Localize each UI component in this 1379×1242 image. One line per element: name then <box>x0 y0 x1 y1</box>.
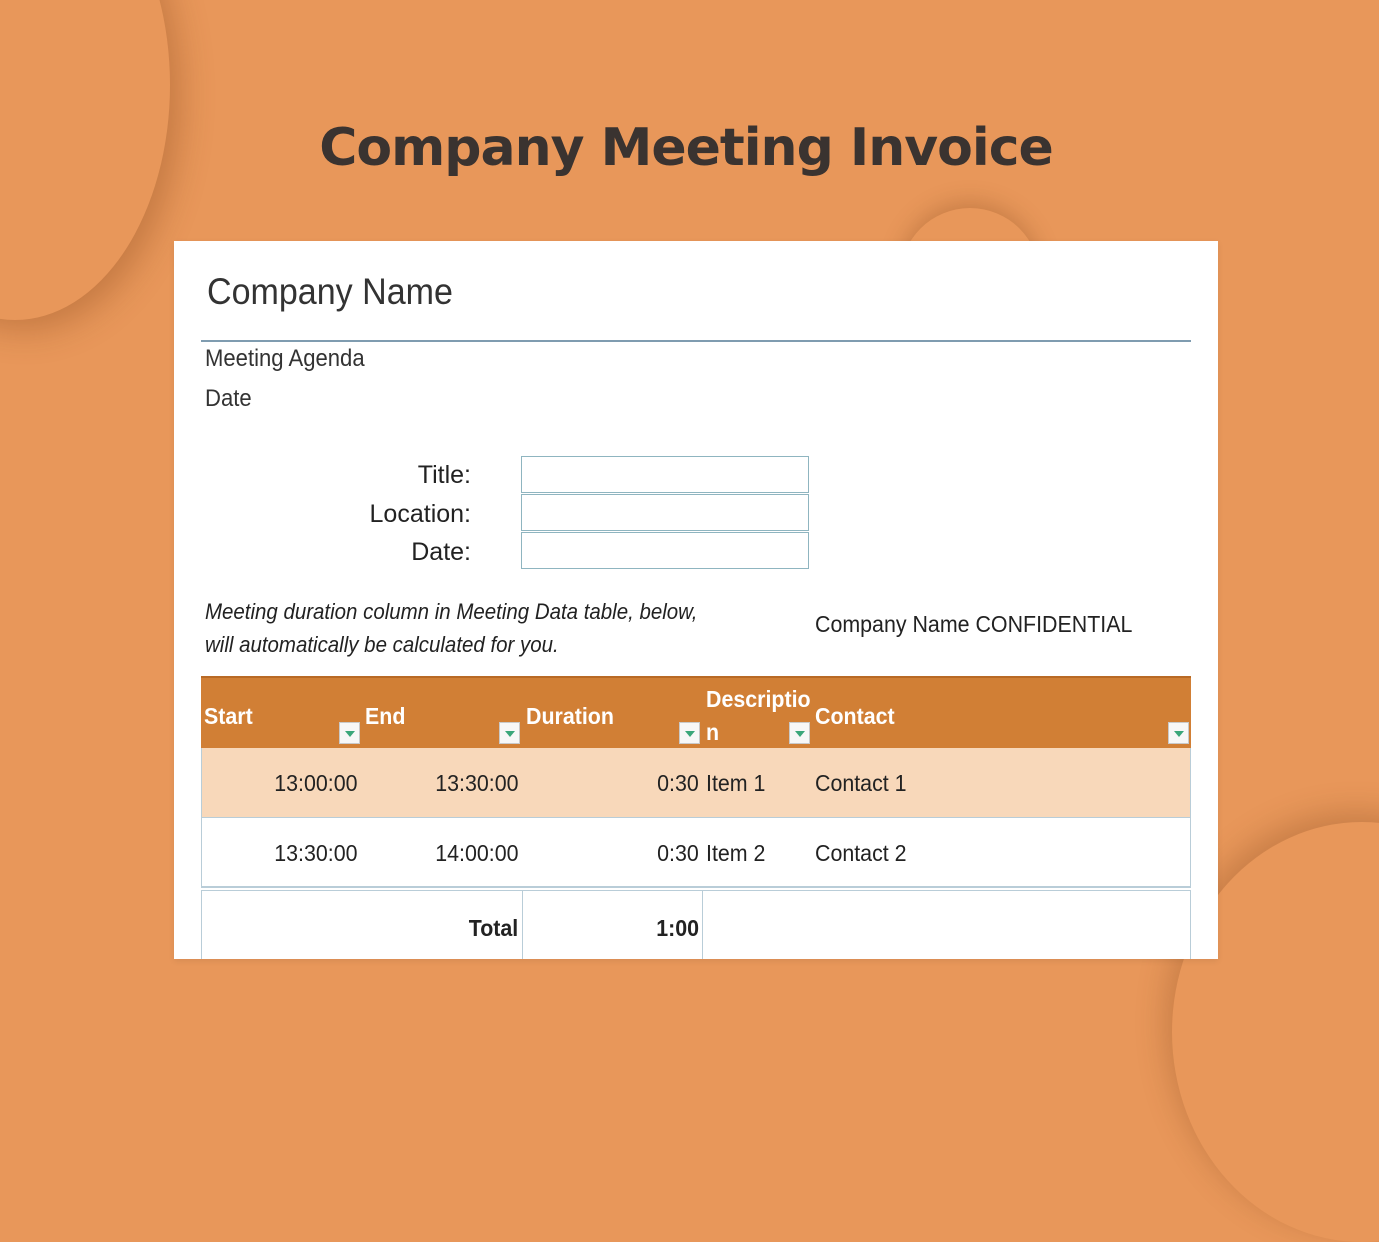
cell-end: 14:00:00 <box>435 840 519 866</box>
invoice-sheet <box>174 241 1218 959</box>
header-end: End <box>365 703 406 729</box>
cell-description: Item 1 <box>706 770 766 796</box>
cell-duration: 0:30 <box>657 770 699 796</box>
header-contact: Contact <box>815 703 895 729</box>
cell-start: 13:00:00 <box>274 770 358 796</box>
company-name: Company Name <box>207 271 453 312</box>
column-divider <box>522 891 523 959</box>
title-label: Title: <box>417 461 471 489</box>
location-label: Location: <box>369 500 471 528</box>
table-row <box>201 748 1191 818</box>
header-description-line1: Descriptio <box>706 686 811 712</box>
header-description-line2: n <box>706 719 720 745</box>
total-label: Total <box>468 915 518 941</box>
filter-dropdown-icon[interactable] <box>499 722 520 744</box>
date-label: Date: <box>411 538 471 566</box>
cell-contact: Contact 1 <box>815 770 907 796</box>
total-row <box>201 890 1191 959</box>
filter-dropdown-icon[interactable] <box>679 722 700 744</box>
total-divider-line <box>201 886 1191 887</box>
filter-dropdown-icon[interactable] <box>789 722 810 744</box>
confidential-label: Company Name CONFIDENTIAL <box>815 611 1133 637</box>
cell-end: 13:30:00 <box>435 770 519 796</box>
cell-description: Item 2 <box>706 840 766 866</box>
header-duration: Duration <box>526 703 614 729</box>
title-field[interactable] <box>521 456 809 493</box>
table-header <box>201 676 1191 748</box>
date-heading: Date <box>205 385 252 412</box>
location-field[interactable] <box>521 494 809 531</box>
column-divider <box>702 891 703 959</box>
page-title: Company Meeting Invoice <box>319 118 1053 178</box>
header-start: Start <box>204 703 253 729</box>
cell-duration: 0:30 <box>657 840 699 866</box>
meeting-agenda-label: Meeting Agenda <box>205 345 365 372</box>
date-field[interactable] <box>521 532 809 569</box>
total-value: 1:00 <box>656 915 699 941</box>
table-row <box>201 818 1191 888</box>
title-divider <box>201 340 1191 342</box>
cell-contact: Contact 2 <box>815 840 907 866</box>
filter-dropdown-icon[interactable] <box>339 722 360 744</box>
cell-start: 13:30:00 <box>274 840 358 866</box>
duration-note: Meeting duration column in Meeting Data table, below, will automatically be calculated for you. <box>205 599 698 657</box>
filter-dropdown-icon[interactable] <box>1168 722 1189 744</box>
